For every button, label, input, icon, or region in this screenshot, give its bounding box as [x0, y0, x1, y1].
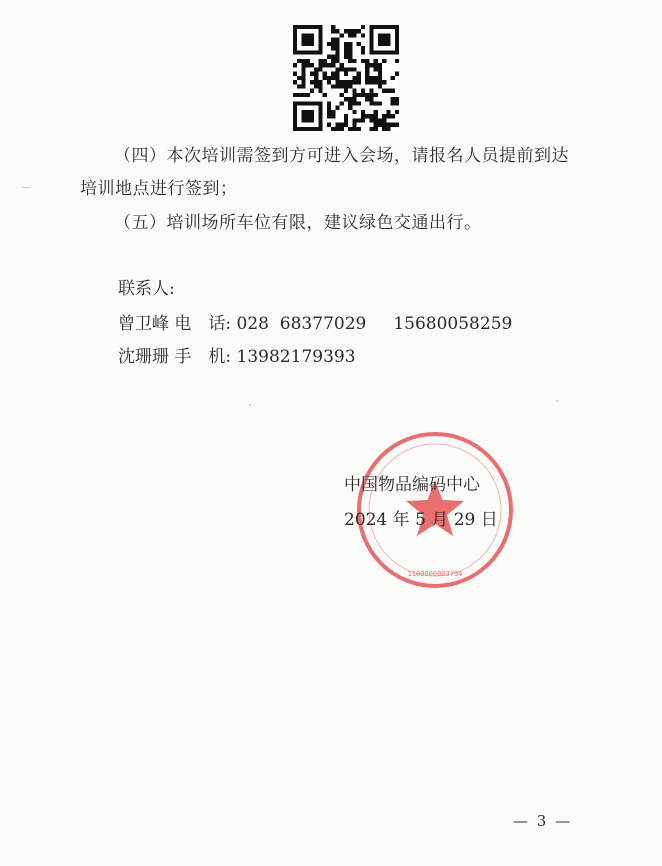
- contact-numbers: 028 68377029 15680058259: [236, 314, 513, 334]
- issuing-organization: 中国物品编码中心: [344, 475, 480, 495]
- page-number: — 3 —: [513, 812, 573, 830]
- issue-date: 2024 年 5 月 29 日: [344, 510, 498, 530]
- paragraph-item-4: （四）本次培训需签到方可进入会场，请报名人员提前到达培训地点进行签到；: [80, 146, 569, 199]
- contact-name: 沈珊珊: [118, 347, 169, 367]
- contact-row: [118, 343, 356, 371]
- contact-label: 电 话:: [174, 314, 232, 334]
- paragraph-item-5: （五）培训场所车位有限，建议绿色交通出行。: [114, 213, 482, 233]
- contact-row: [118, 310, 512, 338]
- contact-numbers: 13982179393: [236, 347, 356, 367]
- qr-code: [293, 25, 399, 131]
- seal-number: 1100000003794: [407, 570, 463, 578]
- contact-label: 手 机:: [174, 347, 232, 367]
- contacts-title: 联系人:: [118, 279, 175, 299]
- contact-name: 曾卫峰: [118, 314, 169, 334]
